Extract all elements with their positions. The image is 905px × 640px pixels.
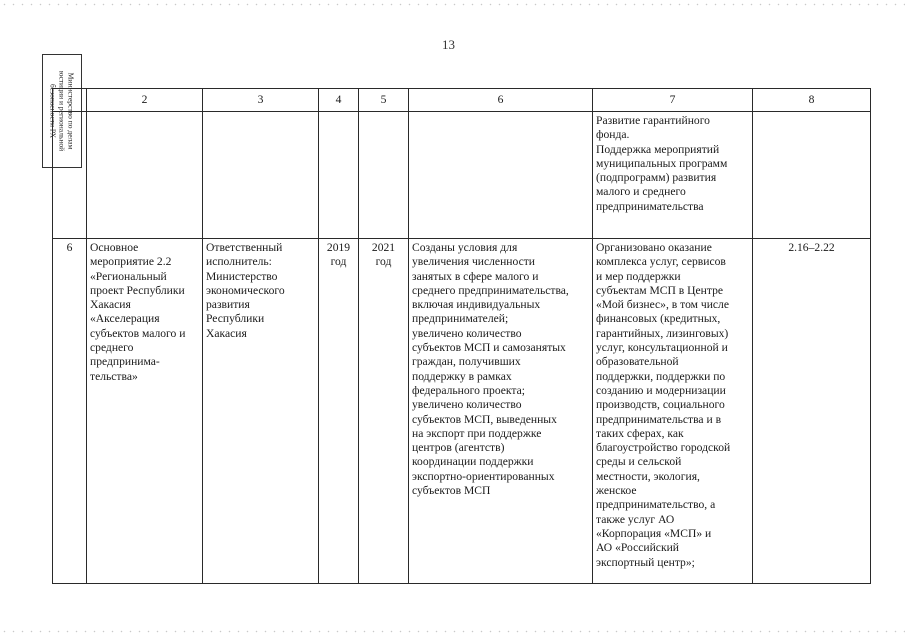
cell-executor: Ответственный исполнитель: Министерство экономического развития Республики Хакасия <box>203 239 319 584</box>
ministry-stamp-text: Министерство по делам юстиции и региональной безопасности РХ <box>48 70 76 152</box>
scan-noise-bottom <box>0 630 905 633</box>
cell-directions: Организовано оказание комплекса услуг, сервисов и мер поддержки субъектам МСП в Центре «Мой бизнес», в том числе финансовых (кредитных, гарантийных, лизинговых) услуг, консультационной и образовательной поддержки, поддержки по созданию и модернизации производств, социального предпринимательства и в таких сферах, как благоустройство городской среды и сельской местности, экология, женское предпринимательство, а также услуг АО «Корпорация «МСП» и АО «Российский экспортный центр»; <box>593 239 753 584</box>
cell-indicators: 2.16–2.22 <box>753 239 871 584</box>
header-col-2: 2 <box>87 89 203 112</box>
cell-continuation-results: Развитие гарантийного фонда. Поддержка мероприятий муниципальных программ (подпрограмм) развития малого и среднего предпринимательства <box>593 112 753 239</box>
cell-activity-name: Основное мероприятие 2.2 «Региональный проект Республики Хакасия «Акселерация субъектов малого и среднего предпринима- тельства» <box>87 239 203 584</box>
header-col-6: 6 <box>409 89 593 112</box>
cell-end-year: 2021 год <box>359 239 409 584</box>
cell-start-year: 2019 год <box>319 239 359 584</box>
page-number: 13 <box>442 37 455 52</box>
scan-noise-top <box>0 3 905 6</box>
header-col-3: 3 <box>203 89 319 112</box>
header-col-1 <box>53 89 87 112</box>
header-col-4: 4 <box>319 89 359 112</box>
document-table <box>52 88 871 584</box>
header-col-7: 7 <box>593 89 753 112</box>
table-row <box>53 239 871 584</box>
cell-empty <box>359 112 409 239</box>
table-row-continuation <box>53 112 871 239</box>
header-col-8: 8 <box>753 89 871 112</box>
cell-empty <box>319 112 359 239</box>
cell-empty <box>409 112 593 239</box>
cell-empty <box>53 112 87 239</box>
cell-expected-result: Созданы условия для увеличения численности занятых в сфере малого и среднего предпринимательства, включая индивидуальных предпринимателей; увеличено количество субъектов МСП и самозанятых граждан, получивших поддержку в рамках федерального проекта; увеличено количество субъектов МСП, выведенных на экспорт при поддержке центров (агентств) координации поддержки экспортно-ориентированных субъектов МСП <box>409 239 593 584</box>
cell-row-number: 6 <box>53 239 87 584</box>
cell-empty <box>203 112 319 239</box>
header-col-5: 5 <box>359 89 409 112</box>
cell-empty <box>753 112 871 239</box>
table-header-row <box>53 89 871 112</box>
cell-empty <box>87 112 203 239</box>
